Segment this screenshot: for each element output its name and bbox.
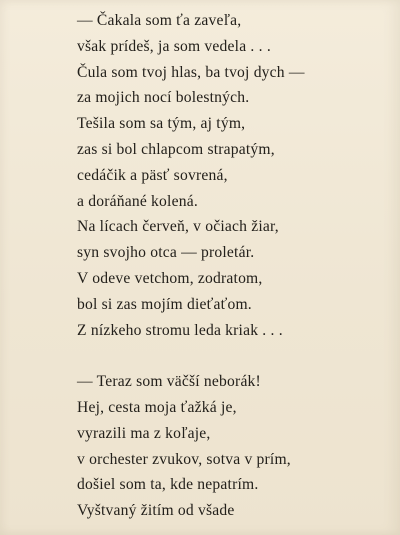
poem-line: Hej, cesta moja ťažká je, <box>77 398 237 416</box>
poem-line: a doráňané kolená. <box>77 192 198 210</box>
stanza-break <box>77 343 305 369</box>
poem-line: Čula som tvoj hlas, ba tvoj dych — <box>77 63 305 81</box>
poem-line: Na lícach červeň, v očiach žiar, <box>77 218 279 236</box>
poem-line: došiel som ta, kde nepatrím. <box>77 476 259 494</box>
poem-line: — Teraz som väčší neborák! <box>77 373 261 391</box>
poem-line: Vyštvaný žitím od všade <box>77 502 235 520</box>
poem-line: za mojich nocí bolestných. <box>77 89 250 107</box>
poem-line: Tešila som sa tým, aj tým, <box>77 115 246 133</box>
poem-line: Z nízkeho stromu leda kriak . . . <box>77 321 283 339</box>
poem-line: — Čakala som ťa zaveľa, <box>77 12 242 29</box>
poem-text <box>77 8 305 524</box>
poem-line: v orchester zvukov, sotva v prím, <box>77 450 291 468</box>
poem-line: zas si bol chlapcom strapatým, <box>77 140 275 158</box>
poem-line: cedáčik a päsť sovrená, <box>77 166 228 184</box>
poem-line: bol si zas mojím dieťaťom. <box>77 295 252 313</box>
poem-line: V odeve vetchom, zodratom, <box>77 269 263 287</box>
poem-line: vyrazili ma z koľaje, <box>77 424 211 442</box>
poem-line: syn svojho otca — proletár. <box>77 244 255 262</box>
poem-line: však prídeš, ja som vedela . . . <box>77 37 271 55</box>
